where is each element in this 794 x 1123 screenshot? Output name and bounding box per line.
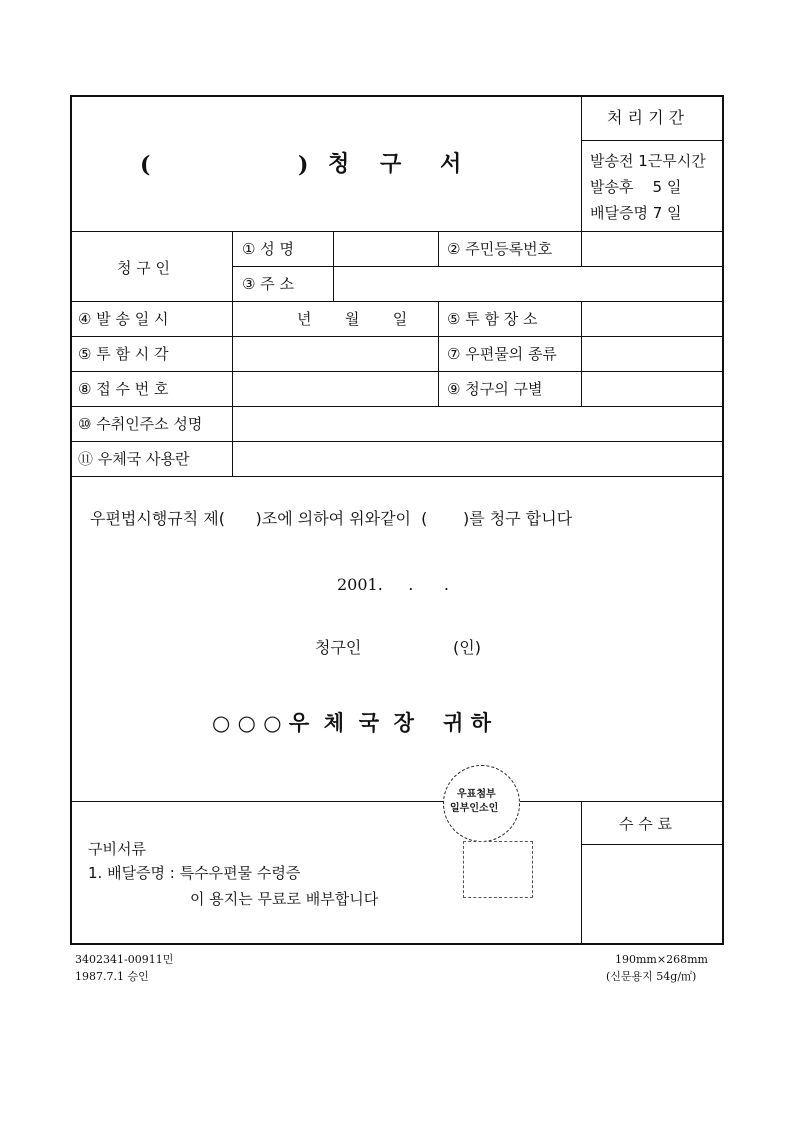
post-time-label: ⑤ 투 함 시 각 <box>78 345 169 363</box>
rule-col-fee <box>581 801 582 945</box>
rule-fee <box>582 844 724 845</box>
seal-mark: (인) <box>453 638 481 657</box>
paper-size: 190mm×268mm <box>615 953 708 966</box>
fee-label: 수 수 료 <box>619 815 673 833</box>
rule-col-label <box>232 231 233 406</box>
claim-type-label: ⑨ 청구의 구별 <box>447 380 543 398</box>
stamp-line-2: 일부인소인 <box>450 803 499 814</box>
rule-row-5 <box>70 406 724 407</box>
rule-col-address <box>333 266 334 301</box>
rrn-label: ② 주민등록번호 <box>447 240 553 258</box>
form-number: 3402341-00911민 <box>75 953 174 966</box>
rule-header-bottom <box>70 231 724 232</box>
rule-col-rrn-1 <box>438 231 439 266</box>
address-label: ③ 주 소 <box>242 275 294 293</box>
title-char-3: 서 <box>440 152 463 177</box>
office-use-label: ⑪ 우체국 사용란 <box>78 450 190 468</box>
rule-col-name <box>333 231 334 266</box>
signer-label: 청구인 <box>315 638 362 657</box>
rule-header-divider <box>581 95 582 231</box>
title-paren-open: ( <box>140 152 152 178</box>
processing-certified: 배달증명 7 일 <box>590 204 682 222</box>
stamp-box <box>463 841 533 898</box>
processing-before: 발송전 1근무시간 <box>590 152 706 170</box>
rule-row-6 <box>70 441 724 442</box>
stamp-line-1: 우표첨부 <box>457 789 496 800</box>
rule-col-label-2 <box>232 406 233 476</box>
claim-date: 2001. . . <box>337 575 449 594</box>
processing-after: 발송후 5 일 <box>590 178 682 196</box>
rule-col-right-1 <box>581 231 582 266</box>
send-date-placeholder: 년 월 일 <box>297 310 408 328</box>
recipient-label: ⑩ 수취인주소 성명 <box>78 415 203 433</box>
send-date-label: ④ 발 송 일 시 <box>78 310 169 328</box>
post-place-label: ⑤ 투 함 장 소 <box>447 310 538 328</box>
rule-row-3 <box>70 336 724 337</box>
rule-col-rrn-2 <box>438 301 439 406</box>
rule-row-7 <box>70 476 724 477</box>
addressee: ○ ○ ○ 우 체 국 장 귀 하 <box>212 711 492 735</box>
free-distribution-note: 이 용지는 무료로 배부합니다 <box>190 890 379 908</box>
documents-item-1: 1. 배달증명 : 특수우편물 수령증 <box>88 864 301 882</box>
paper-type: (신문용지 54g/㎡) <box>606 970 697 983</box>
rule-processing <box>582 140 724 141</box>
name-label: ① 성 명 <box>242 240 294 258</box>
processing-period-label: 처 리 기 간 <box>607 108 685 127</box>
claimant-label: 청 구 인 <box>117 259 171 277</box>
title-char-1: 청 <box>328 152 351 177</box>
receipt-no-label: ⑧ 접 수 번 호 <box>78 380 169 398</box>
claim-statement: 우편법시행규칙 제( )조에 의하여 위와같이 ( )를 청구 합니다 <box>90 509 573 528</box>
rule-bottom-section <box>70 801 724 802</box>
rule-name-address <box>232 266 724 267</box>
rule-col-right-2 <box>581 301 582 406</box>
rule-row-2 <box>70 301 724 302</box>
documents-title: 구비서류 <box>88 840 146 858</box>
title-char-2: 구 <box>380 152 403 177</box>
rule-row-4 <box>70 371 724 372</box>
approval-date: 1987.7.1 승인 <box>75 970 149 983</box>
mail-type-label: ⑦ 우편물의 종류 <box>447 345 557 363</box>
title-paren-close: ) <box>298 152 310 178</box>
